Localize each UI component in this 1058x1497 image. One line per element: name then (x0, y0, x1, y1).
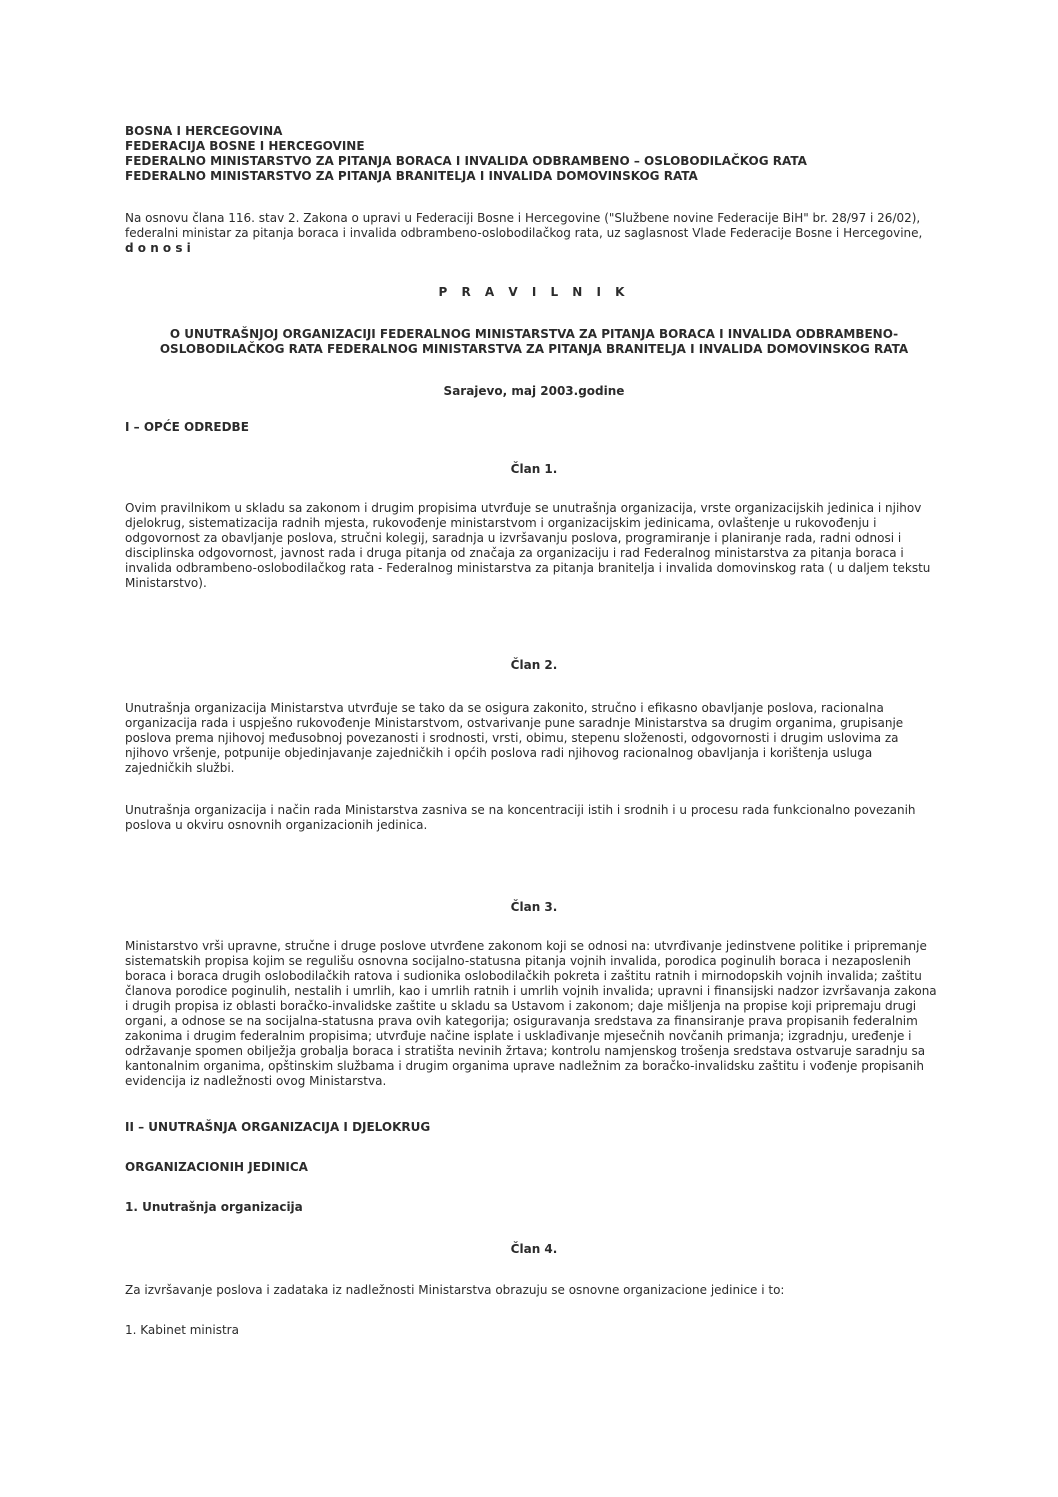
header-line: BOSNA I HERCEGOVINA (125, 124, 283, 138)
section-heading: II – UNUTRAŠNJA ORGANIZACIJA I DJELOKRUG (125, 1120, 431, 1134)
header-line: FEDERALNO MINISTARSTVO ZA PITANJA BRANITELJA I INVALIDA DOMOVINSKOG RATA (125, 169, 698, 183)
place-date: Sarajevo, maj 2003.godine (443, 384, 625, 398)
article-text: Unutrašnja organizacija Ministarstva utvrđuje se tako da se osigura zakonito, stručno i efikasno obavljanje poslova, racionalna organizacija rada i uspješno rukovođenje Ministarstvom, ostvarivanje pune saradnje Ministarstva sa drugim organima, grupisanje poslova prema njihovoj međusobnoj povezanosti i srodnosti, vrsti, obimu, stepenu složenosti, odgovornosti i drugim uslovima za njihovo vršenje, potpunije objedinjavanje zajedničkih i općih poslova radi njihovog racionalnog obavljanja i korištenja usluga zajedničkih službi. (125, 701, 904, 775)
article-text: Ministarstvo vrši upravne, stručne i druge poslove utvrđene zakonom koji se odnosi na: utvrđivanje jedinstvene politike i pripremanje sistematskih propisa kojim se regulišu osnovna socijalno-statusna pitanja vojnih invalida, porodica poginulih boraca i nezaposlenih boraca i boraca drugih oslobodilačkih ratova i sudionika oslobodilačkih pokreta i zaštitu ratnih i mirnodopskih vojnih invalida; zaštitu članova porodice poginulih, nestalih i umrlih, kao i umrlih ratnih i umrlih vojnih invalida; upravni i finansijski nadzor izvršavanja zakona i drugih propisa iz oblasti boračko-invalidske zaštite u skladu sa Ustavom i zakonom; daje mišljenja na propise koji pripremaju drugi organi, a odnose se na socijalna-statusna prava ovih kategorija; osiguravanja sredstava za finansiranje prava propisanih federalnim zakonima i drugim federalnim propisima; utvrđuje načine isplate i usklađivanje mjesečnih novčanih primanja; izgradnju, uređenje i održavanje spomen obilježja grobalja boraca i stratišta nevinih žrtava; kontrolu namjenskog trošenja sredstava ostvaruje saradnju sa kantonalnim organima, opštinskim službama i drugim organima uprave nadležnim za boračko-invalidsku zaštitu i vođenje propisanih evidencija iz nadležnosti ovog Ministarstva. (125, 939, 937, 1088)
document-subtitle: O UNUTRAŠNJOJ ORGANIZACIJI FEDERALNOG MINISTARSTVA ZA PITANJA BORACA I INVALIDA ODBRAMBENO-OSLOBODILAČKOG RATA FEDERALNOG MINISTARSTVA ZA PITANJA BRANITELJA I INVALIDA DOMOVINSKOG RATA (159, 327, 909, 356)
document-header (125, 124, 943, 184)
article-heading: Član 3. (510, 900, 558, 914)
article-text: Za izvršavanje poslova i zadataka iz nadležnosti Ministarstva obrazuju se osnovne organizacione jedinice i to: (125, 1283, 785, 1297)
article-heading: Član 2. (510, 658, 558, 672)
section-heading: ORGANIZACIONIH JEDINICA (125, 1160, 308, 1174)
list-item: 1. Kabinet ministra (125, 1323, 239, 1337)
document-title: P R A V I L N I K (438, 285, 630, 299)
subsection-heading: 1. Unutrašnja organizacija (125, 1200, 303, 1214)
section-heading: I – OPĆE ODREDBE (125, 420, 249, 434)
article-text: Unutrašnja organizacija i način rada Ministarstva zasniva se na koncentraciji istih i srodnih i u procesu rada funkcionalno povezanih poslova u okviru osnovnih organizacionih jedinica. (125, 803, 916, 832)
preamble-donosi: d o n o s i (125, 241, 191, 255)
header-line: FEDERACIJA BOSNE I HERCEGOVINE (125, 139, 365, 153)
preamble-text: Na osnovu člana 116. stav 2. Zakona o upravi u Federaciji Bosne i Hercegovine ("Službene novine Federacije BiH" br. 28/97 i 26/02), federalni ministar za pitanja boraca i invalida odbrambeno-oslobodilačkog rata, uz saglasnost Vlade Federacije Bosne i Hercegovine, (125, 211, 923, 240)
article-heading: Član 4. (510, 1242, 558, 1256)
header-line: FEDERALNO MINISTARSTVO ZA PITANJA BORACA I INVALIDA ODBRAMBENO – OSLOBODILAČKOG RATA (125, 154, 807, 168)
article-text: Ovim pravilnikom u skladu sa zakonom i drugim propisima utvrđuje se unutrašnja organizacija, vrste organizacijskih jedinica i njihov djelokrug, sistematizacija radnih mjesta, rukovođenje ministarstvom i organizacijskim jedinicama, ovlaštenje u rukovođenju i odgovornost za obavljanje poslova, stručni kolegij, saradnja u izvršavanju poslova, programiranje i planiranje rada, radni odnosi i disciplinska odgovornost, javnost rada i druga pitanja od značaja za organizaciju i rad Federalnog ministarstva za pitanja boraca i invalida odbrambeno-oslobodilačkog rata - Federalnog ministarstva za pitanja branitelja i invalida domovinskog rata ( u daljem tekstu Ministarstvo). (125, 501, 931, 590)
article-heading: Član 1. (510, 462, 558, 476)
